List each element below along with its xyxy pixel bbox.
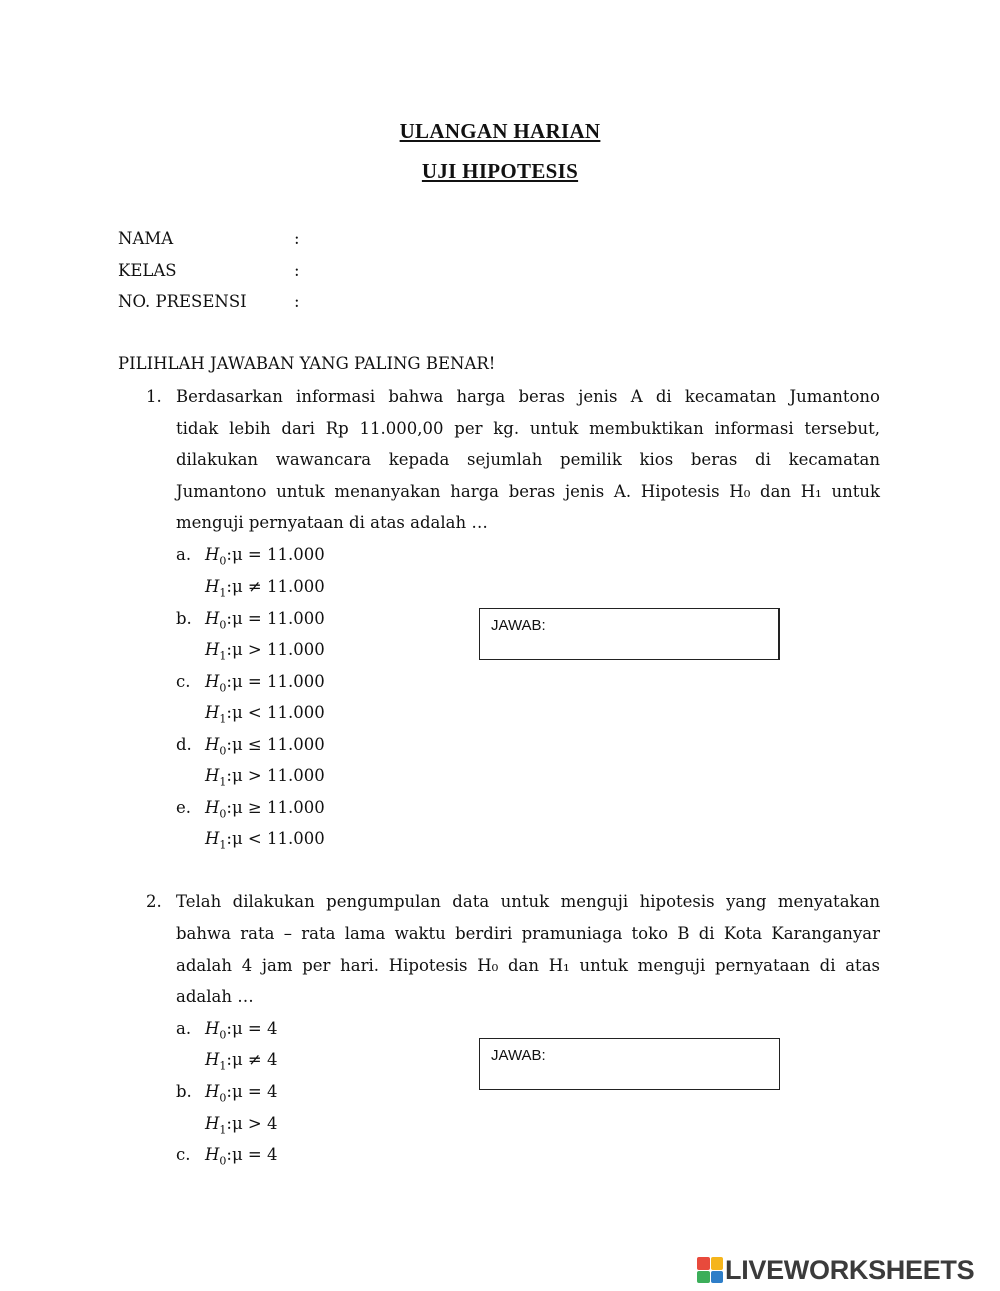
logo-tile-yellow bbox=[711, 1257, 724, 1270]
liveworksheets-logo bbox=[697, 1254, 974, 1286]
question-text-line: menguji pernyataan di atas adalah … bbox=[176, 513, 488, 532]
question-number: 1. bbox=[146, 387, 162, 406]
question-text-line: dilakukan wawancara kepada sejumlah pemilik kios beras di kecamatan bbox=[176, 450, 880, 469]
option-letter: d. bbox=[176, 735, 192, 754]
option-h0[interactable]: $H_0:\mu \le 11.000$ bbox=[205, 735, 325, 758]
option-h0[interactable]: $H_0:\mu = 11.000$ bbox=[205, 609, 325, 632]
option-letter: e. bbox=[176, 798, 192, 817]
answer-label: JAWAB: bbox=[491, 617, 546, 634]
option-letter: b. bbox=[176, 609, 192, 628]
question-text-line: bahwa rata – rata lama waktu berdiri pramuniaga toko B di Kota Karanganyar bbox=[176, 924, 880, 943]
logo-text: LIVEWORKSHEETS bbox=[725, 1254, 975, 1285]
option-h1[interactable]: $H_1:\mu > 11.000$ bbox=[205, 640, 325, 663]
logo-tile-red bbox=[697, 1257, 710, 1270]
question-text-line: tidak lebih dari Rp 11.000,00 per kg. untuk membuktikan informasi tersebut, bbox=[176, 419, 880, 438]
question-text-line: Telah dilakukan pengumpulan data untuk menguji hipotesis yang menyatakan bbox=[176, 892, 880, 911]
question-text-line: Jumantono untuk menanyakan harga beras jenis A. Hipotesis H₀ dan H₁ untuk bbox=[176, 482, 880, 501]
question-text-line: adalah 4 jam per hari. Hipotesis H₀ dan H₁ untuk menguji pernyataan di atas bbox=[176, 956, 880, 975]
question-text-line: Berdasarkan informasi bahwa harga beras jenis A di kecamatan Jumantono bbox=[176, 387, 880, 406]
option-h0[interactable]: $H_0:\mu = 11.000$ bbox=[205, 545, 325, 568]
option-h0[interactable]: $H_0:\mu = 4$ bbox=[205, 1145, 278, 1168]
field-colon: : bbox=[294, 229, 300, 248]
question-text-line: adalah … bbox=[176, 987, 254, 1006]
option-letter: b. bbox=[176, 1082, 192, 1101]
field-label: NO. PRESENSI bbox=[118, 292, 247, 311]
liveworksheets-logo-icon bbox=[697, 1257, 723, 1283]
option-letter: c. bbox=[176, 1145, 191, 1164]
option-h0[interactable]: $H_0:\mu = 4$ bbox=[205, 1019, 278, 1042]
question-number: 2. bbox=[146, 892, 162, 911]
field-colon: : bbox=[294, 292, 300, 311]
option-h0[interactable]: $H_0:\mu = 4$ bbox=[205, 1082, 278, 1105]
field-label: NAMA bbox=[118, 229, 174, 248]
option-letter: a. bbox=[176, 545, 192, 564]
option-letter: c. bbox=[176, 672, 191, 691]
option-h1[interactable]: $H_1:\mu < 11.000$ bbox=[205, 829, 325, 852]
option-h1[interactable]: $H_1:\mu \ne 11.000$ bbox=[205, 577, 325, 600]
instruction-text: PILIHLAH JAWABAN YANG PALING BENAR! bbox=[118, 354, 496, 373]
option-h1[interactable]: $H_1:\mu > 11.000$ bbox=[205, 766, 325, 789]
logo-tile-green bbox=[697, 1271, 710, 1284]
option-h1[interactable]: $H_1:\mu > 4$ bbox=[205, 1114, 278, 1137]
option-h0[interactable]: $H_0:\mu = 11.000$ bbox=[205, 672, 325, 695]
answer-label: JAWAB: bbox=[491, 1047, 546, 1064]
answer-input-q1[interactable] bbox=[479, 608, 780, 660]
option-h0[interactable]: $H_0:\mu \ge 11.000$ bbox=[205, 798, 325, 821]
answer-input-q2[interactable] bbox=[479, 1038, 780, 1090]
option-letter: a. bbox=[176, 1019, 192, 1038]
worksheet-title: ULANGAN HARIAN bbox=[399, 119, 601, 143]
field-label: KELAS bbox=[118, 261, 177, 280]
option-h1[interactable]: $H_1:\mu \ne 4$ bbox=[205, 1050, 278, 1073]
logo-tile-blue bbox=[711, 1271, 724, 1284]
field-colon: : bbox=[294, 261, 300, 280]
option-h1[interactable]: $H_1:\mu < 11.000$ bbox=[205, 703, 325, 726]
worksheet-subtitle: UJI HIPOTESIS bbox=[421, 159, 579, 183]
